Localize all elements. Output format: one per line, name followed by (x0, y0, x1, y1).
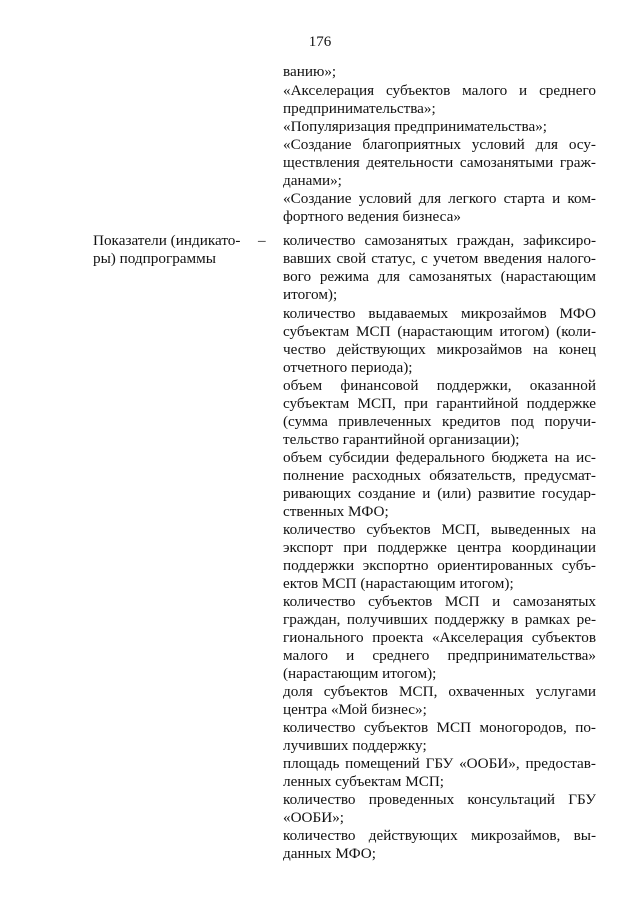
indicator-line: граждан, получивших поддержку в рамках ре- (283, 611, 596, 628)
section-label-line: Показатели (индикато- (93, 232, 241, 249)
indicator-line: количество действующих микрозаймов, вы- (283, 827, 596, 844)
intro-line: «Акселерация субъектов малого и среднего (283, 82, 596, 99)
indicator-line: количество субъектов МСП и самозанятых (283, 593, 596, 610)
section-label-line: ры) подпрограммы (93, 250, 216, 267)
intro-line: «Популяризация предпринимательства»; (283, 118, 548, 135)
indicator-line: вого режима для самозанятых (нарастающим (283, 268, 596, 285)
indicator-line: ственных МФО; (283, 503, 389, 520)
indicator-line: количество проведенных консультаций ГБУ (283, 791, 596, 808)
indicator-line: количество выдаваемых микрозаймов МФО (283, 305, 596, 322)
indicator-line: количество субъектов МСП, выведенных на (283, 521, 596, 538)
indicator-line: полнение расходных обязательств, предусмат- (283, 467, 596, 484)
indicator-line: центра «Мой бизнес»; (283, 701, 427, 718)
page-number: 176 (308, 34, 332, 50)
indicator-line: ривающих создание и (или) развитие государ- (283, 485, 596, 502)
indicator-line: лучивших поддержку; (283, 737, 427, 754)
indicator-line: количество самозанятых граждан, зафиксиро- (283, 232, 596, 249)
indicator-line: поддержки экспортно ориентированных субъ- (283, 557, 596, 574)
indicator-line: экспорт при поддержке центра координации (283, 539, 596, 556)
indicator-line: ленных субъектам МСП; (283, 773, 445, 790)
intro-line: ществления деятельности самозанятыми граж- (283, 154, 596, 171)
intro-line: предпринимательства»; (283, 100, 436, 117)
intro-line: ванию»; (283, 63, 337, 80)
indicator-line: вавших свой статус, с учетом введения налого- (283, 250, 596, 267)
indicator-line: итогом); (283, 286, 338, 303)
indicator-line: малого и среднего предпринимательства» (283, 647, 596, 664)
indicator-line: субъектам МСП (нарастающим итогом) (коли- (283, 323, 596, 340)
indicator-line: данных МФО; (283, 845, 376, 862)
indicator-line: объем субсидии федерального бюджета на ис- (283, 449, 596, 466)
indicator-line: «ООБИ»; (283, 809, 345, 826)
indicator-line: доля субъектов МСП, охваченных услугами (283, 683, 596, 700)
indicator-line: отчетного периода); (283, 359, 413, 376)
indicator-line: тельство гарантийной организации); (283, 431, 520, 448)
intro-line: фортного ведения бизнеса» (283, 208, 461, 225)
indicator-line: количество субъектов МСП моногородов, по- (283, 719, 596, 736)
indicator-line: чество действующих микрозаймов на конец (283, 341, 596, 358)
indicator-line: площадь помещений ГБУ «ООБИ», предостав- (283, 755, 596, 772)
intro-line: данами»; (283, 172, 342, 189)
indicator-line: (сумма привлеченных кредитов под поручи- (283, 413, 596, 430)
indicator-line: субъектам МСП, при гарантийной поддержке (283, 395, 596, 412)
intro-line: «Создание условий для легкого старта и ком- (283, 190, 596, 207)
indicator-line: (нарастающим итогом); (283, 665, 437, 682)
indicator-line: объем финансовой поддержки, оказанной (283, 377, 596, 394)
indicator-line: ектов МСП (нарастающим итогом); (283, 575, 514, 592)
indicator-line: гионального проекта «Акселерация субъектов (283, 629, 596, 646)
dash-separator: – (258, 232, 266, 249)
intro-line: «Создание благоприятных условий для осу- (283, 136, 596, 153)
